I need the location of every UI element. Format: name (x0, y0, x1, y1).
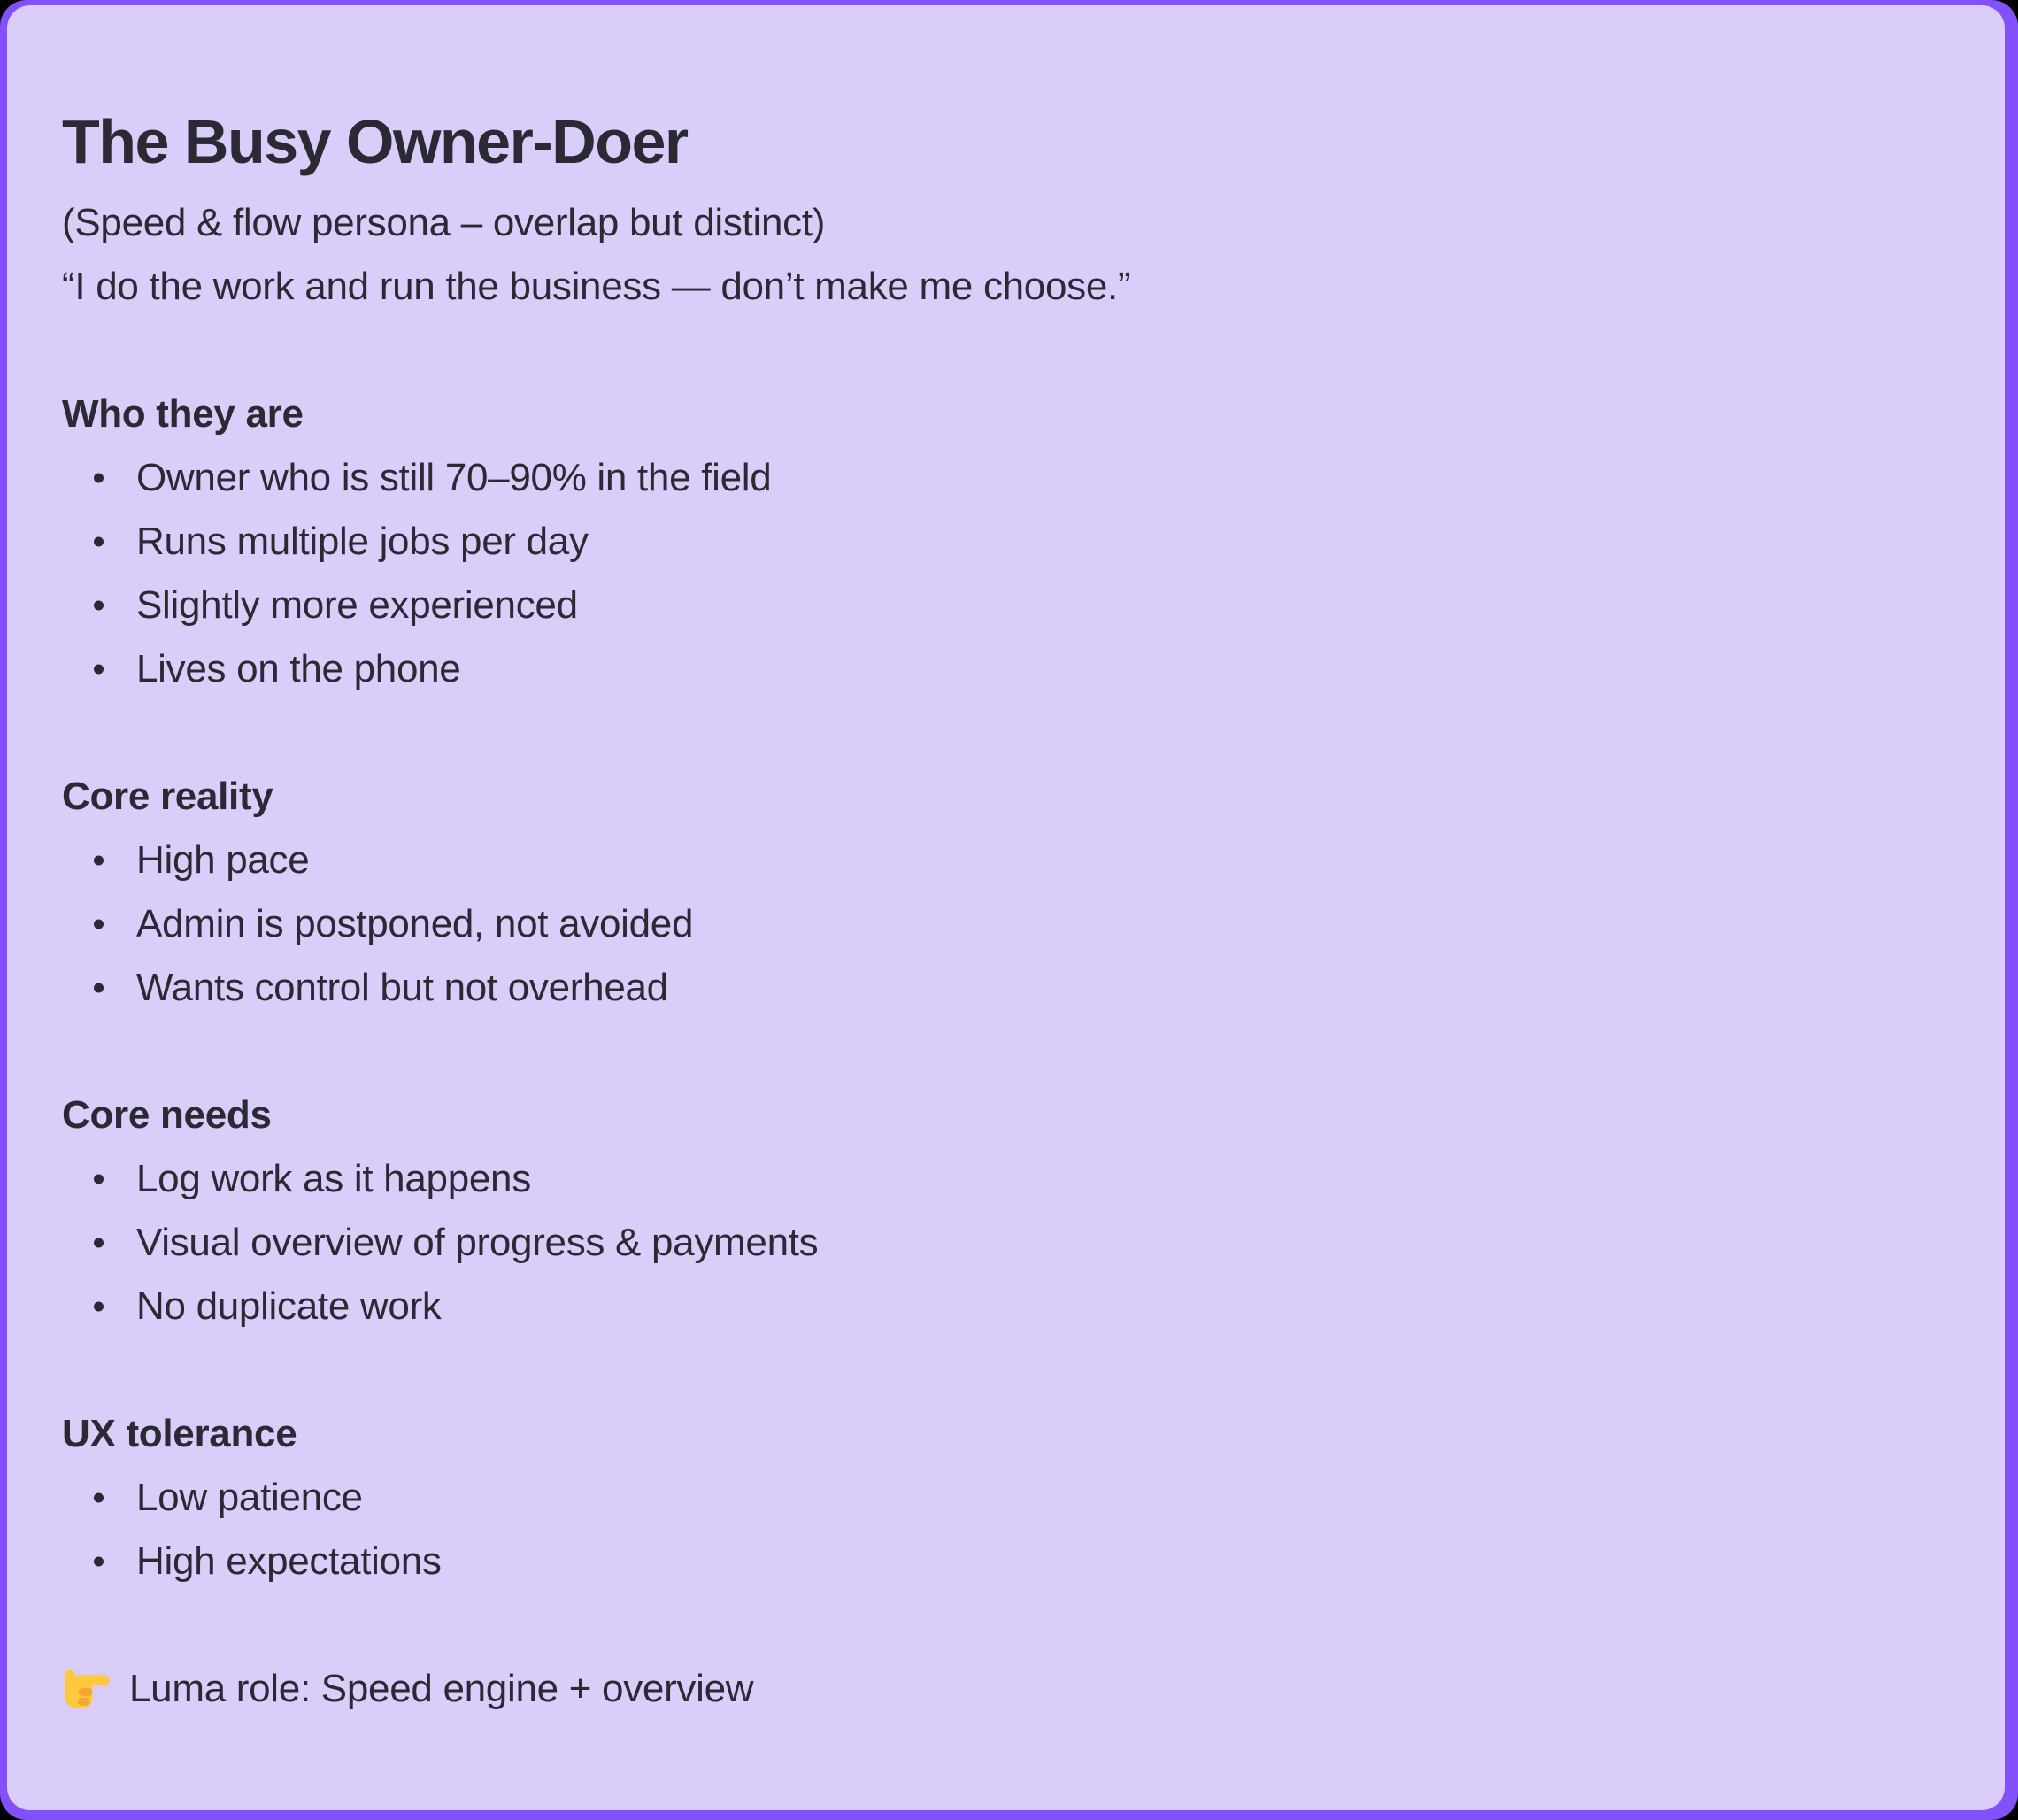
bullet-item: Visual overview of progress & payments (62, 1211, 1943, 1275)
bullet-item: Low patience (62, 1466, 1943, 1530)
page-title: The Busy Owner-Doer (62, 107, 688, 176)
bullet-list (62, 1466, 1943, 1593)
persona-quote: “I do the work and run the business — don’t make me choose.” (62, 265, 1131, 308)
bullet-list (62, 829, 1943, 1020)
bullet-item: No duplicate work (62, 1275, 1943, 1338)
pointing-right-emoji (62, 1668, 112, 1710)
bullet-item: Lives on the phone (62, 637, 1943, 701)
section-heading: Who they are (62, 392, 304, 436)
persona-section (62, 382, 1943, 701)
bullet-item: Log work as it happens (62, 1147, 1943, 1211)
persona-card (7, 5, 2005, 1810)
section-heading: Core needs (62, 1093, 272, 1137)
footer-text: Luma role: Speed engine + overview (129, 1667, 754, 1710)
bullet-item: High pace (62, 829, 1943, 892)
persona-section (62, 1402, 1943, 1593)
bullet-item: Owner who is still 70–90% in the field (62, 446, 1943, 510)
persona-section (62, 765, 1943, 1020)
persona-section (62, 1084, 1943, 1338)
bullet-item: High expectations (62, 1530, 1943, 1593)
bullet-item: Admin is postponed, not avoided (62, 892, 1943, 956)
persona-subtitle: (Speed & flow persona – overlap but distinct) (62, 201, 826, 244)
footer-note (62, 1657, 1943, 1721)
section-heading: Core reality (62, 775, 273, 818)
bullet-item: Runs multiple jobs per day (62, 510, 1943, 574)
bullet-list (62, 446, 1943, 701)
persona-sections (62, 382, 1943, 1593)
section-heading: UX tolerance (62, 1412, 297, 1455)
bullet-list (62, 1147, 1943, 1338)
bullet-item: Slightly more experienced (62, 574, 1943, 637)
bullet-item: Wants control but not overhead (62, 956, 1943, 1020)
